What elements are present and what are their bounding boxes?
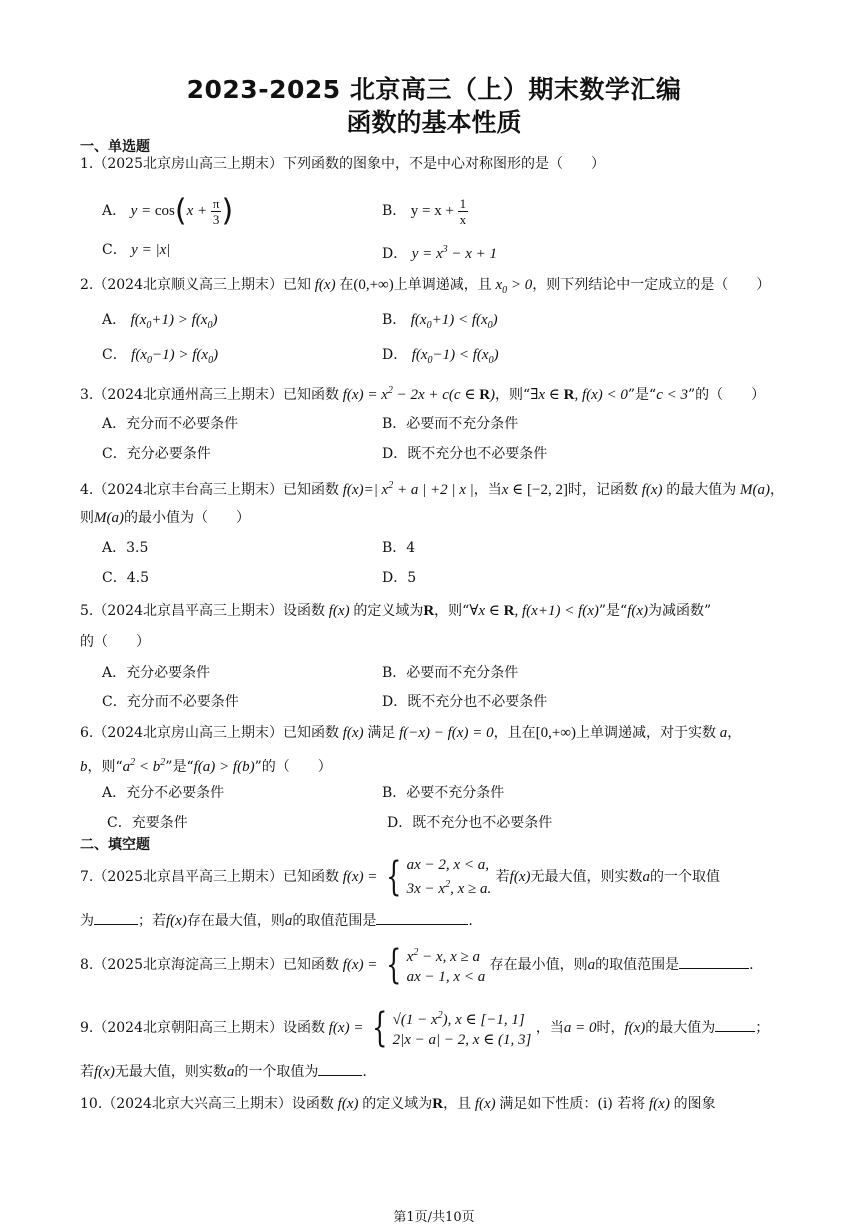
section-heading-single-choice: 一、单选题 <box>80 139 150 155</box>
option-b: B．必要而不充分条件 <box>382 416 519 432</box>
option-b: B． y = x + $\frac{1}{x}$ <box>382 196 467 227</box>
question-2: 2.（2024北京顺义高三上期末）已知 f(x) 在(0,+∞)上单调递减，且 $x_0 > 0$，则下列结论中一定成立的是（ ） <box>80 277 771 296</box>
question-10: 10.（2024北京大兴高三上期末）设函数 f(x) 的定义域为R，且 f(x) 满足如下性质：(i) 若将 f(x) 的图象 <box>80 1096 716 1112</box>
question-1 <box>80 154 795 174</box>
option-c: C．充分而不必要条件 <box>102 694 239 710</box>
formula: y = |x| <box>131 242 171 258</box>
option-b: B．必要不充分条件 <box>382 785 505 801</box>
option-c: C．充分必要条件 <box>102 446 211 462</box>
section-heading-fill-blank: 二、填空题 <box>80 837 150 853</box>
question-5: 5.（2024北京昌平高三上期末）设函数 f(x) 的定义域为R，则“∀x ∈ R, f(x+1) < f(x)”是“f(x)为减函数” <box>80 603 712 619</box>
option-a: A． $f(x_0+1) > f(x_0)$ <box>102 312 218 331</box>
option-d: D．5 <box>382 570 417 586</box>
answer-blank[interactable] <box>715 1017 755 1032</box>
question-7-line-2: 为 ；若f(x)存在最大值，则a的取值范围是 . <box>80 910 795 931</box>
answer-blank[interactable] <box>376 910 468 925</box>
option-c: C．4.5 <box>102 570 149 586</box>
option-d: D． $f(x_0-1) < f(x_0)$ <box>382 347 499 366</box>
option-a: A．充分不必要条件 <box>102 785 225 801</box>
page-footer: 第1页/共10页 <box>393 1210 475 1225</box>
option-c: C．充要条件 <box>107 815 188 831</box>
question-6-line-2: b，则“$a^2 < b^2$”是“f(a) > f(b)”的（ ） <box>80 757 332 775</box>
question-9-line-2: 若f(x)无最大值，则实数a的一个取值为 . <box>80 1061 795 1082</box>
answer-blank[interactable] <box>318 1061 362 1076</box>
question-source: （2025北京房山高三上期末） <box>93 156 283 172</box>
formula: $y = x^3 - x + 1$ <box>411 244 498 262</box>
option-d: D．既不充分也不必要条件 <box>382 446 548 462</box>
option-a: A． y = cos(x + $\frac{\pi}{3}$ ) <box>102 193 234 229</box>
question-7: 7.（2025北京昌平高三上期末）已知函数 f(x) = { ax − 2, x < a, $3x - x^2$, x ≥ a. 若f(x)无最大值，则实数a的一个取值 <box>80 854 720 900</box>
question-8: 8.（2025北京海淀高三上期末）已知函数 f(x) = { $x^2 - x$, x ≥ a ax − 1, x < a 存在最小值，则a的取值范围是 . <box>80 942 754 988</box>
question-5-line-2: 的（ ） <box>80 634 150 650</box>
option-d: D．既不充分也不必要条件 <box>382 694 548 710</box>
option-a: A．充分必要条件 <box>102 665 211 681</box>
formula: y = cos(x + $\frac{\pi}{3}$ ) <box>130 193 234 229</box>
option-a: A．充分而不必要条件 <box>102 416 239 432</box>
question-6: 6.（2024北京房山高三上期末）已知函数 f(x) 满足 f(−x) − f(x) = 0，且在[0,+∞)上单调递减，对于实数 a， <box>80 725 742 741</box>
question-4: 4.（2024北京丰台高三上期末）已知函数 f(x)=| $x^2 + a$ | +2 | x |，当x ∈ [−2, 2]时，记函数 f(x) 的最大值为 M(a)， <box>80 480 785 498</box>
document-subtitle: 函数的基本性质 <box>346 108 522 137</box>
formula: y = x + $\frac{1}{x}$ <box>410 196 467 227</box>
option-b: B．4 <box>382 540 416 556</box>
document-title: 2023-2025 北京高三（上）期末数学汇编 <box>186 75 682 104</box>
option-d: D．既不充分也不必要条件 <box>387 815 553 831</box>
question-3: 3.（2024北京通州高三上期末）已知函数 $f(x) = x^2 - 2x + c(c$ ∈ R)，则“∃x ∈ R, f(x) < 0”是“c < 3”的（ ） <box>80 385 766 403</box>
question-9: 9.（2024北京朝阳高三上期末）设函数 f(x) = { $√(1 - x^2)$, x ∈ [−1, 1] 2|x − a| − 2, x ∈ (1, 3] ，当a = 0时，f(x)的最大值为 ； <box>80 1005 770 1051</box>
question-number: 1. <box>80 156 94 172</box>
answer-blank[interactable] <box>94 910 138 925</box>
option-b: B． $f(x_0+1) < f(x_0)$ <box>382 312 498 331</box>
option-d: D． $y = x^3 - x + 1$ <box>382 244 498 262</box>
option-c: C． y = |x| <box>102 242 171 258</box>
question-4-line-2: 则M(a)的最小值为（ ） <box>80 510 250 526</box>
option-b: B．必要而不充分条件 <box>382 665 519 681</box>
option-c: C． $f(x_0-1) > f(x_0)$ <box>102 347 219 366</box>
question-text: 下列函数的图象中，不是中心对称图形的是（ ） <box>283 156 605 172</box>
option-a: A．3.5 <box>102 540 149 556</box>
answer-blank[interactable] <box>679 954 749 969</box>
